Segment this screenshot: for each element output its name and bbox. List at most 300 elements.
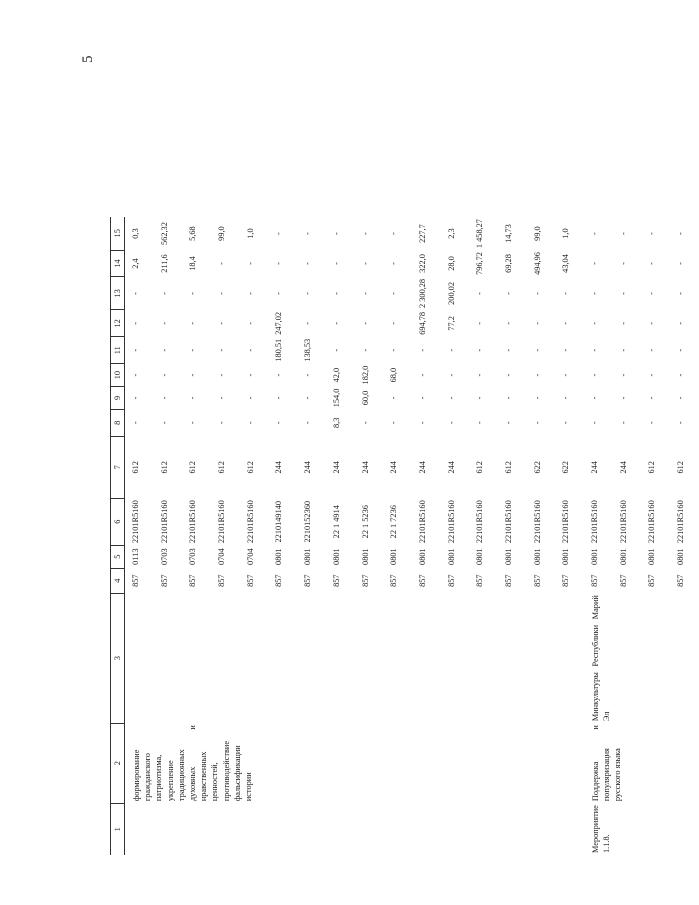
- cell-c4: 857: [131, 574, 140, 587]
- budget-table: [110, 217, 699, 855]
- cell-c12: -: [532, 321, 542, 325]
- cell-c11: -: [561, 348, 571, 352]
- cell-c9: -: [217, 396, 227, 400]
- cell-c14: 494,96: [532, 252, 542, 275]
- cell-c9: -: [532, 396, 542, 400]
- cell-c12: 694,78: [417, 311, 427, 335]
- cell-c5: 0801: [360, 548, 370, 565]
- cell-c8: -: [618, 421, 628, 425]
- event-cell: [125, 803, 154, 855]
- cell-c15: 1,0: [245, 228, 255, 239]
- cell-c15: -: [389, 232, 399, 235]
- cell-c8: -: [561, 421, 571, 425]
- cell-c15: 562,32: [159, 222, 169, 245]
- cell-c8: -: [475, 421, 485, 425]
- cell-c7: 244: [590, 461, 599, 474]
- cell-c12: 247,02: [274, 311, 284, 335]
- description-cell: [441, 723, 470, 803]
- table-row: [125, 217, 154, 855]
- cell-c10: -: [561, 373, 571, 377]
- cell-c8: -: [446, 421, 456, 425]
- cell-c6: 22101R5160: [446, 500, 456, 544]
- event-cell: [469, 803, 498, 855]
- cell-c12: -: [503, 321, 513, 325]
- cell-c9: -: [647, 396, 657, 400]
- cell-c8: -: [159, 421, 169, 425]
- cell-c13: 200,02: [446, 282, 456, 305]
- cell-c7: 612: [159, 461, 169, 474]
- cell-c14: -: [274, 262, 284, 265]
- table-row: [555, 217, 584, 855]
- cell-c11: -: [590, 348, 599, 352]
- cell-c9: -: [274, 396, 284, 400]
- cell-c13: -: [159, 292, 169, 295]
- cell-c10: -: [532, 373, 542, 377]
- cell-c10: -: [417, 373, 427, 377]
- cell-c7: 244: [618, 461, 628, 474]
- cell-c8: -: [131, 421, 140, 425]
- cell-c13: -: [561, 292, 571, 295]
- cell-c14: 18,4: [188, 256, 198, 271]
- executor-cell: [268, 593, 297, 723]
- cell-c6: 22 1 5236: [360, 505, 370, 539]
- cell-c13: -: [389, 292, 399, 295]
- event-cell: [412, 803, 441, 855]
- cell-c7: 612: [647, 461, 657, 474]
- cell-c4: 857: [360, 574, 370, 587]
- cell-c8: -: [217, 421, 227, 425]
- cell-c6: 22101R5160: [590, 500, 599, 544]
- table-row: [297, 217, 326, 855]
- description-cell: [355, 723, 384, 803]
- cell-c15: -: [647, 232, 657, 235]
- cell-c14: -: [303, 262, 313, 265]
- cell-c14: 211,6: [159, 254, 169, 273]
- description-cell: [469, 723, 498, 803]
- cell-c7: 612: [131, 461, 140, 474]
- table-row: [469, 217, 498, 855]
- cell-c14: -: [647, 262, 657, 265]
- event-cell: [555, 803, 584, 855]
- cell-c12: -: [389, 321, 399, 325]
- cell-c12: -: [676, 321, 686, 325]
- cell-c15: -: [274, 232, 284, 235]
- cell-c13: -: [274, 292, 284, 295]
- executor-cell: [441, 593, 470, 723]
- event-cell: [268, 803, 297, 855]
- cell-c14: -: [331, 262, 341, 265]
- cell-c15: 5,68: [188, 226, 198, 241]
- cell-c9: -: [303, 396, 313, 400]
- cell-c7: 612: [503, 461, 513, 474]
- header-cell: 4: [111, 568, 125, 593]
- cell-c7: 244: [417, 461, 427, 474]
- event-cell: [383, 803, 412, 855]
- executor-cell: [412, 593, 441, 723]
- header-cell: 13: [111, 277, 125, 310]
- description-cell: [383, 723, 412, 803]
- cell-c13: 2 300,28: [417, 278, 427, 308]
- event-cell: [527, 803, 556, 855]
- table-row: [527, 217, 556, 855]
- cell-c6: 22101R5160: [131, 500, 140, 544]
- cell-c4: 857: [245, 574, 255, 587]
- cell-c11: -: [417, 348, 427, 352]
- cell-c12: -: [245, 321, 255, 325]
- header-cell: 10: [111, 364, 125, 387]
- cell-c5: 0703: [188, 548, 198, 565]
- cell-c10: 68,0: [389, 367, 399, 383]
- cell-c8: -: [503, 421, 513, 425]
- cell-c7: 612: [217, 461, 227, 474]
- cell-c10: -: [274, 373, 284, 377]
- cell-c4: 857: [561, 574, 571, 587]
- cell-c11: -: [245, 348, 255, 352]
- cell-c14: -: [217, 262, 227, 265]
- cell-c12: -: [590, 321, 599, 325]
- table-row: [383, 217, 412, 855]
- cell-c8: -: [274, 421, 284, 425]
- cell-c12: -: [561, 321, 571, 325]
- cell-c6: 22101R5160: [676, 500, 686, 544]
- cell-c12: -: [131, 321, 140, 325]
- cell-c15: 1,0: [561, 228, 571, 239]
- description-cell: [498, 723, 527, 803]
- header-cell: 9: [111, 387, 125, 410]
- header-cell: 8: [111, 409, 125, 436]
- header-cell: 7: [111, 436, 125, 498]
- cell-c15: 99,0: [217, 226, 227, 241]
- page-number: 5: [80, 55, 96, 63]
- cell-c5: 0113: [131, 548, 140, 565]
- header-cell: 14: [111, 250, 125, 277]
- cell-c5: 0801: [676, 548, 686, 565]
- cell-c11: -: [618, 348, 628, 352]
- cell-c6: 22101R5160: [647, 500, 657, 544]
- cell-c9: 60,0: [360, 390, 370, 406]
- cell-c5: 0703: [159, 548, 169, 565]
- cell-c14: 69,28: [503, 254, 513, 273]
- header-cell: 11: [111, 337, 125, 364]
- cell-c5: 0801: [503, 548, 513, 565]
- cell-c15: -: [676, 232, 686, 235]
- cell-c14: 2,4: [131, 258, 140, 269]
- cell-c5: 0801: [303, 548, 313, 565]
- table-row: [498, 217, 527, 855]
- cell-c5: 0801: [274, 548, 284, 565]
- cell-c5: 0704: [245, 548, 255, 565]
- cell-c7: 612: [188, 461, 198, 474]
- cell-c15: -: [360, 232, 370, 235]
- cell-c6: 22101R5160: [188, 500, 198, 544]
- cell-c10: -: [245, 373, 255, 377]
- cell-c13: -: [647, 292, 657, 295]
- cell-c6: 22101R5160: [618, 500, 628, 544]
- cell-c6: 22101R5160: [217, 500, 227, 544]
- cell-c9: -: [389, 396, 399, 400]
- cell-c7: 244: [303, 461, 313, 474]
- cell-c8: -: [417, 421, 427, 425]
- executor-cell: [154, 593, 183, 723]
- executor-cell: [297, 593, 326, 723]
- cell-c14: -: [676, 262, 686, 265]
- cell-c15: -: [331, 232, 341, 235]
- cell-c13: -: [503, 292, 513, 295]
- cell-c12: -: [475, 321, 485, 325]
- cell-c9: -: [503, 396, 513, 400]
- cell-c9: -: [417, 396, 427, 400]
- cell-c13: -: [131, 292, 140, 295]
- cell-c7: 622: [532, 461, 542, 474]
- cell-c10: -: [159, 373, 169, 377]
- cell-c13: -: [217, 292, 227, 295]
- cell-c15: -: [303, 232, 313, 235]
- cell-c4: 857: [475, 574, 485, 587]
- cell-c8: 8,3: [331, 417, 341, 428]
- cell-c9: -: [131, 396, 140, 400]
- cell-c12: -: [217, 321, 227, 325]
- header-cell: 1: [111, 803, 125, 855]
- cell-c13: -: [618, 292, 628, 295]
- cell-c13: -: [245, 292, 255, 295]
- description-cell: формирование гражданского патриотизма, укрепление традиционных духовных и нравственных ценностей, противодействие фальсификации истории: [132, 725, 254, 802]
- executor-cell: [469, 593, 498, 723]
- table-row: [268, 217, 297, 855]
- description-cell: [412, 723, 441, 803]
- cell-c13: -: [676, 292, 686, 295]
- cell-c4: 857: [303, 574, 313, 587]
- event-cell: [326, 803, 355, 855]
- cell-c11: -: [360, 348, 370, 352]
- cell-c7: 612: [245, 461, 255, 474]
- cell-c12: -: [360, 321, 370, 325]
- cell-c13: -: [188, 292, 198, 295]
- cell-c7: 244: [446, 461, 456, 474]
- cell-c8: -: [303, 421, 313, 425]
- cell-c7: 244: [389, 461, 399, 474]
- cell-c5: 0704: [217, 548, 227, 565]
- event-cell: [441, 803, 470, 855]
- cell-c4: 857: [331, 574, 341, 587]
- cell-c6: 22101R5160: [532, 500, 542, 544]
- cell-c6: 2210149140: [274, 500, 284, 543]
- cell-c5: 0801: [417, 548, 427, 565]
- cell-c8: -: [676, 421, 686, 425]
- executor-cell: [240, 593, 269, 723]
- cell-c9: -: [590, 396, 599, 400]
- cell-c6: 22 1 7236: [389, 505, 399, 539]
- cell-c7: 622: [561, 461, 571, 474]
- cell-c9: -: [446, 396, 456, 400]
- cell-c4: 857: [417, 574, 427, 587]
- cell-c5: 0801: [618, 548, 628, 565]
- cell-c6: 22 1 4914: [331, 505, 341, 539]
- cell-c5: 0801: [532, 548, 542, 565]
- cell-c6: 22101R5160: [503, 500, 513, 544]
- executor-cell: [498, 593, 527, 723]
- description-cell: [268, 723, 297, 803]
- cell-c5: 0801: [647, 548, 657, 565]
- cell-c15: 1 458,27: [475, 219, 485, 249]
- cell-c5: 0801: [590, 548, 599, 565]
- cell-c12: -: [647, 321, 657, 325]
- cell-c10: 182,0: [360, 365, 370, 385]
- cell-c11: -: [676, 348, 686, 352]
- cell-c11: -: [446, 348, 456, 352]
- event-cell: [297, 803, 326, 855]
- cell-c4: 857: [647, 574, 657, 587]
- event-cell: [211, 803, 240, 855]
- cell-c14: -: [360, 262, 370, 265]
- cell-c10: 42,0: [331, 367, 341, 383]
- description-cell: [297, 723, 326, 803]
- executor-cell: [326, 593, 355, 723]
- cell-c10: -: [131, 373, 140, 377]
- cell-c10: -: [303, 373, 313, 377]
- cell-c15: 99,0: [532, 226, 542, 241]
- cell-c11: -: [475, 348, 485, 352]
- cell-c10: -: [217, 373, 227, 377]
- cell-c15: -: [590, 232, 599, 235]
- table-row: [326, 217, 355, 855]
- cell-c14: 322,0: [417, 254, 427, 273]
- table-row: [412, 217, 441, 855]
- table-row: [355, 217, 384, 855]
- cell-c6: 22101R5160: [475, 500, 485, 544]
- executor-cell: [182, 593, 211, 723]
- cell-c4: 857: [217, 574, 227, 587]
- cell-c14: 28,0: [446, 256, 456, 271]
- cell-c5: 0801: [446, 548, 456, 565]
- cell-c15: 227,7: [417, 224, 427, 243]
- cell-c9: -: [561, 396, 571, 400]
- executor-cell: Минкультуры Республики Марий Эл: [591, 595, 612, 722]
- executor-cell: [211, 593, 240, 723]
- cell-c8: -: [360, 421, 370, 425]
- cell-c5: 0801: [389, 548, 399, 565]
- cell-c12: -: [188, 321, 198, 325]
- cell-c14: -: [389, 262, 399, 265]
- header-cell: 6: [111, 498, 125, 545]
- executor-cell: [527, 593, 556, 723]
- cell-c13: -: [590, 292, 599, 295]
- header-cell: 2: [111, 723, 125, 803]
- cell-c4: 857: [676, 574, 686, 587]
- cell-c6: 22101R5160: [561, 500, 571, 544]
- cell-c11: -: [331, 348, 341, 352]
- table-row: [441, 217, 470, 855]
- cell-c9: -: [245, 396, 255, 400]
- cell-c11: -: [188, 348, 198, 352]
- event-cell: [355, 803, 384, 855]
- cell-c13: -: [331, 292, 341, 295]
- cell-c14: -: [590, 262, 599, 265]
- cell-c13: -: [475, 292, 485, 295]
- cell-c15: 0,3: [131, 228, 140, 239]
- cell-c12: -: [331, 321, 341, 325]
- cell-c5: 0801: [561, 548, 571, 565]
- cell-c13: -: [360, 292, 370, 295]
- cell-c9: -: [159, 396, 169, 400]
- cell-c15: 2,3: [446, 228, 456, 239]
- cell-c15: -: [618, 232, 628, 235]
- cell-c11: -: [503, 348, 513, 352]
- event-cell: [154, 803, 183, 855]
- cell-c4: 857: [590, 574, 599, 587]
- cell-c8: -: [647, 421, 657, 425]
- cell-c6: 22101R5160: [159, 500, 169, 544]
- event-cell: [240, 803, 269, 855]
- cell-c11: -: [217, 348, 227, 352]
- cell-c4: 857: [389, 574, 399, 587]
- cell-c12: -: [303, 321, 313, 325]
- cell-c9: -: [618, 396, 628, 400]
- cell-c6: 22101R5160: [417, 500, 427, 544]
- cell-c15: 14,73: [503, 224, 513, 243]
- cell-c5: 0801: [331, 548, 341, 565]
- cell-c12: -: [159, 321, 169, 325]
- cell-c13: -: [303, 292, 313, 295]
- cell-c6: 2210152360: [303, 500, 313, 543]
- cell-c9: -: [676, 396, 686, 400]
- cell-c12: 77,2: [446, 316, 456, 331]
- cell-c9: -: [475, 396, 485, 400]
- cell-c10: -: [590, 373, 599, 377]
- cell-c11: -: [647, 348, 657, 352]
- cell-c7: 244: [360, 461, 370, 474]
- cell-c5: 0801: [475, 548, 485, 565]
- cell-c8: -: [188, 421, 198, 425]
- cell-c6: 22101R5160: [245, 500, 255, 544]
- cell-c4: 857: [446, 574, 456, 587]
- cell-c8: -: [532, 421, 542, 425]
- cell-c4: 857: [274, 574, 284, 587]
- cell-c11: -: [389, 348, 399, 352]
- header-cell: 3: [111, 593, 125, 723]
- executor-cell: [555, 593, 584, 723]
- cell-c9: 154,0: [331, 388, 341, 408]
- cell-c4: 857: [159, 574, 169, 587]
- cell-c11: -: [159, 348, 169, 352]
- cell-c7: 244: [274, 461, 284, 474]
- cell-c10: -: [676, 373, 686, 377]
- cell-c12: -: [618, 321, 628, 325]
- cell-c4: 857: [188, 574, 198, 587]
- cell-c10: -: [475, 373, 485, 377]
- cell-c7: 612: [676, 461, 686, 474]
- cell-c10: -: [188, 373, 198, 377]
- cell-c4: 857: [618, 574, 628, 587]
- cell-c7: 612: [475, 461, 485, 474]
- cell-c14: -: [245, 262, 255, 265]
- cell-c8: -: [590, 421, 599, 425]
- cell-c10: -: [503, 373, 513, 377]
- executor-cell: [383, 593, 412, 723]
- cell-c14: 43,04: [561, 254, 571, 273]
- header-row: [111, 217, 125, 855]
- cell-c9: -: [188, 396, 198, 400]
- cell-c14: 796,72: [475, 252, 485, 275]
- cell-c11: 180,51: [274, 338, 284, 362]
- cell-c4: 857: [503, 574, 513, 587]
- header-cell: 5: [111, 545, 125, 568]
- cell-c8: -: [389, 421, 399, 425]
- description-cell: [527, 723, 556, 803]
- cell-c11: -: [532, 348, 542, 352]
- event-cell: [498, 803, 527, 855]
- table-row: [584, 217, 613, 855]
- cell-c10: -: [618, 373, 628, 377]
